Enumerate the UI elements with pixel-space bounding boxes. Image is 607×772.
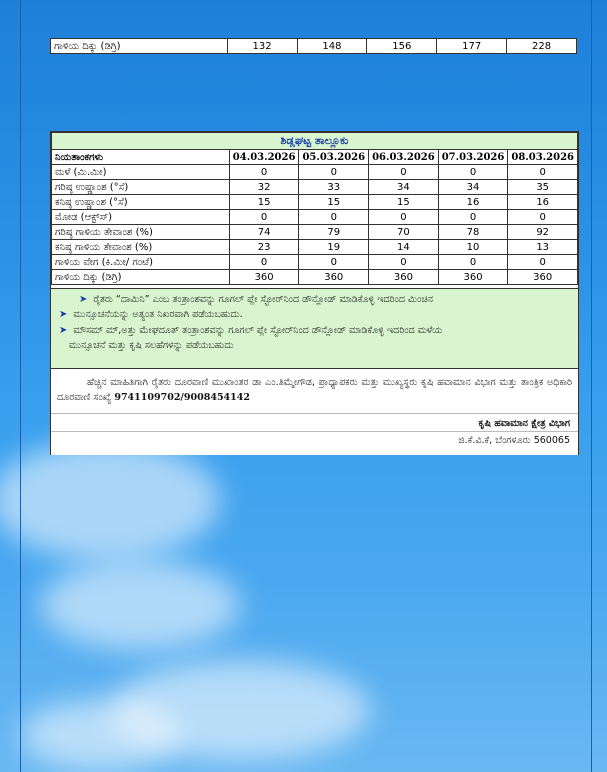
table-row — [52, 240, 578, 255]
table-cell: 360 — [508, 270, 578, 285]
row-label: ಗರಿಷ್ಠ ಗಾಳಿಯ ತೇವಾಂಶ (%) — [52, 225, 230, 240]
table-row — [52, 270, 578, 285]
table-cell: 35 — [508, 180, 578, 195]
table-cell: 16 — [508, 195, 578, 210]
note-text: ಮುನ್ಸೂಚನೆ ಮತ್ತು ಕೃಷಿ ಸಲಹೆಗಳನ್ನು ಪಡೆಯಬಹುದು — [69, 340, 234, 351]
note-text: ರೈತರು “ದಾಮಿನಿ” ಎಂಬ ತಂತ್ರಾಂಶವನ್ನು ಗೂಗಲ್ ಪ್ಲೇ ಸ್ಟೋರ್‌ನಿಂದ ಡೌನ್ಲೋಡ್ ಮಾಡಿಕೊಳ್ಳಿ ಇದರಿಂದ ಮಿಂಚಿನ — [93, 294, 433, 305]
arrow-bullet-icon: ➤ — [79, 294, 88, 305]
table-cell: 13 — [508, 240, 578, 255]
phone-number: 9741109702/9008454142 — [114, 392, 250, 403]
note-mausam — [59, 323, 572, 338]
table-cell: 228 — [507, 39, 577, 54]
date-header: 04.03.2026 — [229, 150, 299, 165]
table-cell: 19 — [299, 240, 369, 255]
table-cell: 33 — [299, 180, 369, 195]
table-cell: 0 — [369, 165, 439, 180]
table-row — [52, 165, 578, 180]
table-row — [52, 225, 578, 240]
row-label: ಗಾಳಿಯ ದಿಕ್ಕು (ಡಿಗ್ರಿ) — [52, 270, 230, 285]
table-cell: 15 — [369, 195, 439, 210]
table-cell: 16 — [438, 195, 508, 210]
table-cell: 10 — [438, 240, 508, 255]
table-cell: 0 — [229, 210, 299, 225]
table-cell: 148 — [297, 39, 367, 54]
table-cell: 23 — [229, 240, 299, 255]
note-damini-cont — [59, 307, 572, 322]
table-row — [52, 195, 578, 210]
row-label: ಗರಿಷ್ಠ ಉಷ್ಣಾಂಶ (°ಸೆ) — [52, 180, 230, 195]
table-cell: 0 — [299, 255, 369, 270]
table-cell: 74 — [229, 225, 299, 240]
table-cell: 14 — [369, 240, 439, 255]
department-address: ಜಿ.ಕೆ.ವಿ.ಕೆ, ಬೆಂಗಳೂರು 560065 — [458, 435, 570, 446]
table-cell: 34 — [438, 180, 508, 195]
row-label: ಕನಿಷ್ಠ ಉಷ್ಣಾಂಶ (°ಸೆ) — [52, 195, 230, 210]
table-cell: 34 — [369, 180, 439, 195]
table-cell: 0 — [508, 165, 578, 180]
divider — [51, 431, 578, 432]
table-cell: 360 — [229, 270, 299, 285]
taluk-title: ಶಿಡ್ಲಘಟ್ಟ ತಾಲ್ಲೂಕು — [52, 133, 578, 150]
date-header: 06.03.2026 — [369, 150, 439, 165]
table-cell: 177 — [437, 39, 507, 54]
table-cell: 70 — [369, 225, 439, 240]
table-cell: 0 — [438, 165, 508, 180]
divider — [51, 413, 578, 414]
table-row — [51, 39, 577, 54]
table-cell: 15 — [299, 195, 369, 210]
arrow-bullet-icon: ➤ — [59, 325, 68, 336]
table-cell: 0 — [508, 255, 578, 270]
table-row — [52, 210, 578, 225]
table-cell: 78 — [438, 225, 508, 240]
note-text: ಮೌಸಮ್ ಮ್,ಅತ್ತು ಮೇಘದೂತ್ ತಂತ್ರಾಂಶವನ್ನು ಗೂಗಲ್ ಪ್ಲೇ ಸ್ಟೋರ್‌ನಿಂದ ಡೌನ್ಲೋಡ್ ಮಾಡಿಕೊಳ್ಳಿ ಇದರಿಂದ ಮಳೆಯ — [73, 325, 443, 336]
table-cell: 0 — [229, 165, 299, 180]
header-row — [52, 150, 578, 165]
note-text: ಮುನ್ಸೂಚನೆಯನ್ನು ಅತ್ಯಂತ ನಿಖರವಾಗಿ ಪಡೆಯಬಹುದು. — [73, 309, 243, 320]
table-cell: 0 — [229, 255, 299, 270]
note-mausam-cont — [69, 338, 572, 353]
date-header: 08.03.2026 — [508, 150, 578, 165]
row-label: ಮಳೆ (ಮಿ.ಮೀ) — [52, 165, 230, 180]
row-label: ಗಾಳಿಯ ವೇಗ (ಕಿ.ಮೀ/ ಗಂಟೆ) — [52, 255, 230, 270]
table-row — [52, 180, 578, 195]
contact-section — [51, 368, 578, 455]
row-label: ಗಾಳಿಯ ದಿಕ್ಕು (ಡಿಗ್ರಿ) — [51, 39, 228, 54]
parameters-header: ನಿಯತಾಂಕಗಳು — [52, 150, 230, 165]
table-cell: 360 — [299, 270, 369, 285]
table-cell: 360 — [438, 270, 508, 285]
table-cell: 32 — [229, 180, 299, 195]
date-header: 07.03.2026 — [438, 150, 508, 165]
table-cell: 360 — [369, 270, 439, 285]
table-cell: 0 — [369, 255, 439, 270]
table-cell: 15 — [229, 195, 299, 210]
table-cell: 0 — [438, 255, 508, 270]
row-label: ಮೋಡ (ಆಕ್ಟ್‌ಸ್) — [52, 210, 230, 225]
taluk-forecast-box — [50, 131, 579, 455]
table-row — [52, 255, 578, 270]
table-cell: 156 — [367, 39, 437, 54]
table-cell: 132 — [227, 39, 297, 54]
table-cell: 0 — [299, 210, 369, 225]
table-cell: 0 — [299, 165, 369, 180]
contact-text: ಹೆಚ್ಚಿನ ಮಾಹಿತಿಗಾಗಿ ರೈತರು ದೂರವಾಣಿ ಮುಖಾಂತರ ಡಾ ಎಂ.ತಿಮ್ಮೇಗೌಡ, ಪ್ರಾಧ್ಯಾಪಕರು ಮತ್ತು ಮುಖ್ಯಸ್ಥರು ಕೃಷಿ ಹವಾಮಾನ ವಿಭಾಗ ಮತ್ತು ತಾಂತ್ರಿಕ ಅಧಿಕಾರಿ ದೂರವಾಣಿ ಸಂಖ್ಯೆ — [57, 377, 572, 403]
note-damini — [79, 292, 572, 307]
arrow-bullet-icon: ➤ — [59, 309, 68, 320]
contact-paragraph — [57, 375, 572, 405]
table-cell: 0 — [369, 210, 439, 225]
table-cell: 0 — [438, 210, 508, 225]
weather-forecast-table — [51, 132, 578, 285]
table-cell: 79 — [299, 225, 369, 240]
table-cell: 92 — [508, 225, 578, 240]
department-name: ಕೃಷಿ ಹವಾಮಾನ ಕ್ಷೇತ್ರ ವಿಭಾಗ — [478, 418, 570, 429]
table-cell: 0 — [508, 210, 578, 225]
date-header: 05.03.2026 — [299, 150, 369, 165]
wind-direction-table-top — [50, 38, 577, 54]
row-label: ಕನಿಷ್ಠ ಗಾಳಿಯ ತೇವಾಂಶ (%) — [52, 240, 230, 255]
